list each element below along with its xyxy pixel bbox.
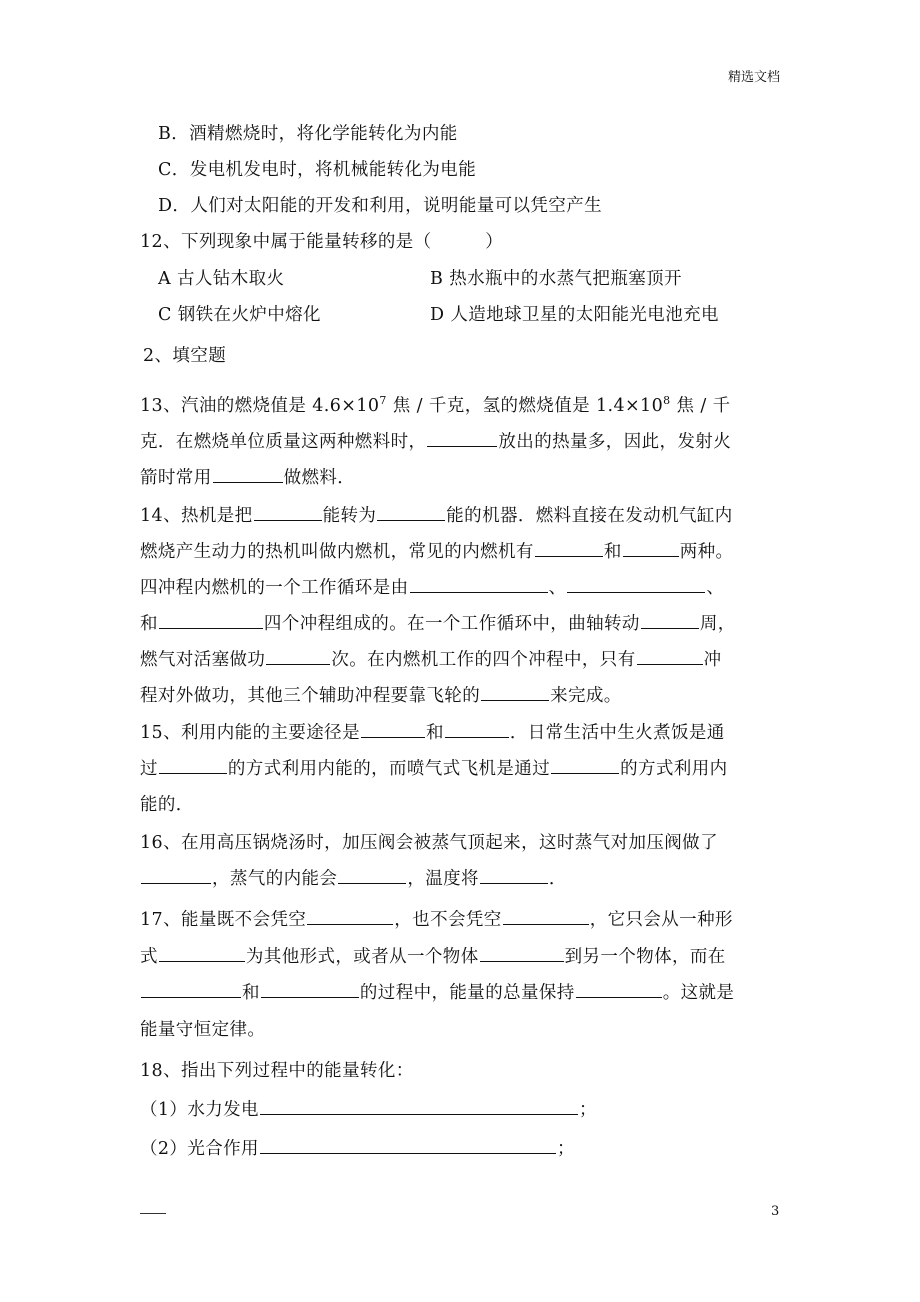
q14-line-6: 程对外做功，其他三个辅助冲程要靠飞轮的 来完成。 [140, 682, 622, 707]
q17-line-3: 和 的过程中，能量的总量保持 。这就是 [140, 979, 734, 1004]
answer-blank[interactable] [480, 866, 548, 884]
answer-blank[interactable] [261, 980, 359, 998]
exponent: 8 [663, 394, 671, 407]
answer-blank[interactable] [535, 539, 603, 557]
answer-blank[interactable] [141, 866, 211, 884]
q17-line-1: 17、能量既不会凭空 ，也不会凭空 ，它只会从一种形 [140, 906, 733, 931]
q15-line-3: 能的． [140, 795, 194, 815]
answer-blank[interactable] [377, 503, 445, 521]
q13-line-3: 箭时常用 做燃料． [140, 464, 355, 489]
answer-blank[interactable] [410, 575, 548, 593]
q15-line-1: 15、利用内能的主要途径是 和 ．日常生活中生火煮饭是通 [140, 719, 725, 744]
answer-blank[interactable] [427, 429, 497, 447]
answer-blank[interactable] [307, 907, 393, 925]
answer-blank[interactable] [480, 944, 564, 962]
answer-blank[interactable] [159, 756, 227, 774]
q16-line-1: 16、在用高压锅烧汤时，加压阀会被蒸气顶起来，这时蒸气对加压阀做了 [140, 833, 718, 853]
answer-blank[interactable] [576, 980, 662, 998]
answer-blank[interactable] [567, 575, 705, 593]
answer-blank[interactable] [254, 503, 322, 521]
page-number: 3 [771, 1204, 780, 1219]
q13-line-2: 克．在燃烧单位质量这两种燃料时， 放出的热量多，因此，发射火 [140, 428, 731, 453]
q14-line-2: 燃烧产生动力的热机叫做内燃机，常见的内燃机有 和 两种。 [140, 538, 733, 563]
answer-blank[interactable] [260, 1136, 556, 1154]
exponent: 7 [379, 394, 387, 407]
answer-blank[interactable] [481, 683, 549, 701]
q14-line-1: 14、热机是把 能转为 能的机器．燃料直接在发动机气缸内 [140, 502, 733, 527]
q13-line-1: 13、汽油的燃烧值是 $4.6\times 10^7$ 焦 / 千克，氢的燃烧值是 $1.4\times 10^8$ 焦 / 千 [140, 394, 731, 416]
answer-blank[interactable] [641, 611, 699, 629]
answer-blank[interactable] [551, 756, 619, 774]
q14-line-4: 和 四个冲程组成的。在一个工作循环中，曲轴转动 周， [140, 610, 736, 635]
q17-line-2: 式 为其他形式，或者从一个物体 到另一个物体，而在 [140, 943, 726, 968]
q11-option-c: C．发电机发电时，将机械能转化为电能 [158, 160, 477, 180]
answer-blank[interactable] [141, 980, 241, 998]
answer-blank[interactable] [637, 647, 703, 665]
answer-blank[interactable] [338, 866, 406, 884]
q18-item-2: （2）光合作用 ； [140, 1135, 575, 1160]
answer-blank[interactable] [213, 465, 283, 483]
q12-option-a: A 古人钻木取火 [158, 269, 285, 289]
q14-line-5: 燃气对活塞做功 次。在内燃机工作的四个冲程中，只有 冲 [140, 646, 722, 671]
answer-blank[interactable] [159, 944, 245, 962]
footer-dash [140, 1213, 166, 1214]
q12-option-c: C 钢铁在火炉中熔化 [158, 305, 321, 325]
q12-option-b: B 热水瓶中的水蒸气把瓶塞顶开 [430, 269, 682, 289]
q11-option-d: D．人们对太阳能的开发和利用，说明能量可以凭空产生 [158, 196, 603, 216]
answer-blank[interactable] [623, 539, 679, 557]
q15-line-2: 过 的方式利用内能的，而喷气式飞机是通过 的方式利用内 [140, 755, 728, 780]
answer-blank[interactable] [260, 1097, 578, 1115]
q14-line-3: 四冲程内燃机的一个工作循环是由 、 、 [140, 574, 724, 599]
q12-option-d: D 人造地球卫星的太阳能光电池充电 [430, 305, 719, 325]
answer-blank[interactable] [503, 907, 589, 925]
answer-blank[interactable] [266, 647, 330, 665]
answer-blank[interactable] [361, 720, 425, 738]
answer-blank[interactable] [159, 611, 263, 629]
q16-line-2: ，蒸气的内能会 ，温度将 ． [140, 865, 567, 890]
q11-option-b: B．酒精燃烧时，将化学能转化为内能 [158, 124, 458, 144]
q12-stem: 12、下列现象中属于能量转移的是（ ） [140, 232, 504, 252]
section-title: 2、填空题 [143, 346, 227, 366]
q18-item-1: （1）水力发电 ； [140, 1096, 597, 1121]
q18-stem: 18、指出下列过程中的能量转化： [140, 1061, 414, 1081]
page-header: 精选文档 [727, 70, 780, 85]
q17-line-4: 能量守恒定律。 [140, 1020, 266, 1040]
answer-blank[interactable] [445, 720, 509, 738]
